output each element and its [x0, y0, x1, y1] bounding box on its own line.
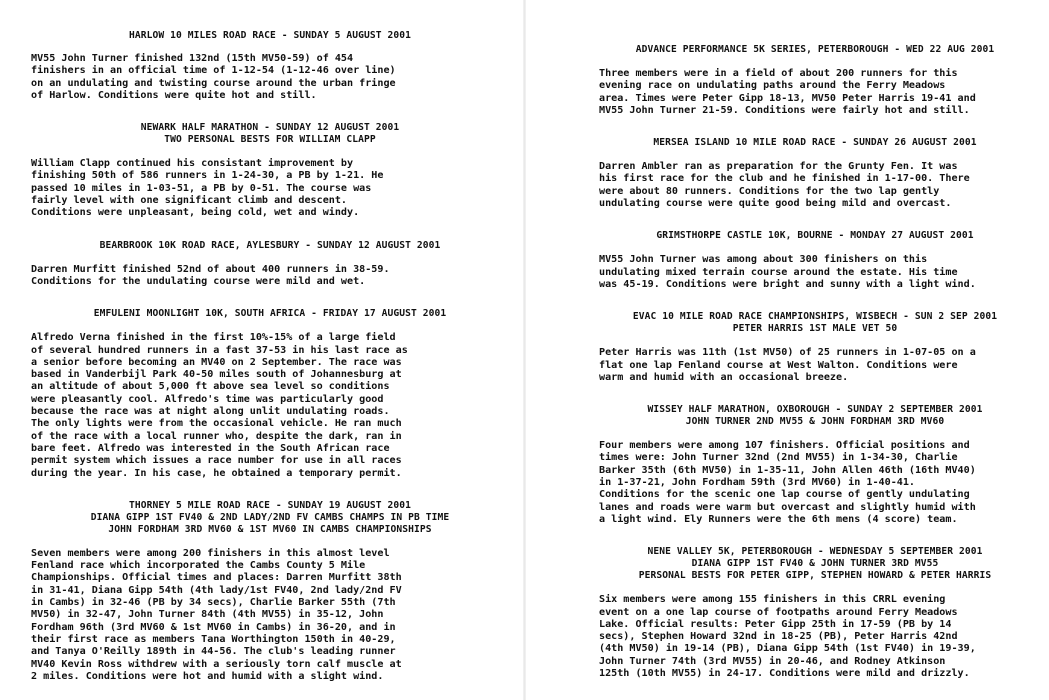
article-emfuleni	[31, 308, 509, 480]
article-heading: MERSEA ISLAND 10 MILE ROAD RACE - SUNDAY 26 AUGUST 2001	[653, 137, 977, 149]
article-newark	[31, 122, 509, 219]
article-heading: EMFULENI MOONLIGHT 10K, SOUTH AFRICA - FRIDAY 17 AUGUST 2001	[93, 308, 447, 320]
article-heading: WISSEY HALF MARATHON, OXBOROUGH - SUNDAY 2 SEPTEMBER 2001 JOHN TURNER 2ND MV55 & JOHN FORDHAM 3RD MV60	[647, 404, 983, 428]
article-body: Darren Ambler ran as preparation for the Grunty Fen. It was his first race for the club and he finished in 1-17-00. There were about 80 runners. Conditions for the two lap gently undulating course were quite good being mild and overcast.	[599, 161, 970, 210]
article-wissey	[599, 404, 1031, 526]
article-body: Seven members were among 200 finishers in this almost level Fenland race which incorporated the Cambs County 5 Mile Championships. Official times and places: Darren Murfitt 38th in 31-41, Diana Gipp 54th (4th lady/1st FV40, 2nd lady/2nd FV in Cambs) in 32-46 (PB by 34 secs), Charlie Barker 55th (7th MV50) in 32-47, John Turner 84th (4th MV55) in 35-12, John Fordham 96th (3rd MV60 & 1st MV60 in Cambs) in 36-20, and in their first race as members Tana Worthington 150th in 40-29, and Tanya O'Reilly 189th in 44-56. The club's leading runner MV40 Kevin Ross withdrew with a seriously torn calf muscle at 2 miles. Conditions were hot and humid with a slight wind.	[31, 547, 402, 682]
article-evac	[599, 311, 1031, 384]
article-mersea-island	[599, 137, 1031, 210]
article-bearbrook	[31, 240, 509, 289]
article-heading: BEARBROOK 10K ROAD RACE, AYLESBURY - SUNDAY 12 AUGUST 2001	[99, 239, 441, 251]
article-body: Six members were among 155 finishers in this CRRL evening event on a one lap course of footpaths around Ferry Meadows Lake. Official results: Peter Gipp 25th in 17-59 (PB by 14 secs), Stephen Howard 32nd in 18-25 (PB), Peter Harris 42nd (4th MV50) in 19-14 (PB), Diana Gipp 54th (1st FV40) in 19-39, John Turner 74th (3rd MV55) in 20-46, and Rodney Atkinson 125th (10th MV55) in 24-17. Conditions were mild and drizzly.	[599, 594, 976, 680]
article-heading: ADVANCE PERFORMANCE 5K SERIES, PETERBOROUGH - WED 22 AUG 2001	[635, 44, 995, 55]
article-nene-valley	[599, 546, 1031, 680]
article-body: Peter Harris was 11th (1st MV50) of 25 runners in 1-07-05 on a flat one lap Fenland course at West Walton. Conditions were warm and humid with an occasional breeze.	[599, 347, 976, 383]
article-body: MV55 John Turner was among about 300 finishers on this undulating mixed terrain course around the estate. His time was 45-19. Conditions were bright and sunny with a light wind.	[599, 254, 976, 290]
article-body: Three members were in a field of about 200 runners for this evening race on undulating paths around the Ferry Meadows area. Times were Peter Gipp 18-13, MV50 Peter Harris 19-41 and MV55 John Turner 21-59. Conditions were fairly hot and still.	[599, 68, 976, 116]
right-page	[525, 0, 1049, 700]
article-body: William Clapp continued his consistant improvement by finishing 50th of 586 runners in 1-24-30, a PB by 1-21. He passed 10 miles in 1-03-51, a PB by 0-51. The course was fairly level with one significant climb and descent. Conditions were unpleasant, being cold, wet and windy.	[31, 158, 384, 219]
article-body: Darren Murfitt finished 52nd of about 400 runners in 38-59. Conditions for the undulating course were mild and wet.	[31, 263, 390, 287]
article-heading: NEWARK HALF MARATHON - SUNDAY 12 AUGUST 2001 TWO PERSONAL BESTS FOR WILLIAM CLAPP	[140, 122, 400, 146]
article-heading: THORNEY 5 MILE ROAD RACE - SUNDAY 19 AUGUST 2001 DIANA GIPP 1ST FV40 & 2ND LADY/2ND FV CAMBS CHAMPS IN PB TIME JOHN FORDHAM 3RD MV60 & 1ST MV60 IN CAMBS CHAMPIONSHIPS	[90, 499, 450, 535]
article-advance-performance	[599, 44, 1031, 117]
article-body: Alfredo Verna finished in the first 10%-15% of a large field of several hundred runners in a fast 37-53 in his last race as a senior before becoming an MV40 on 2 September. The race was based in Vanderbijl Park 40-50 miles south of Johannesburg at an altitude of about 5,000 ft above sea level so conditions were pleasantly cool. Alfredo's time was particularly good because the race was at night along unlit undulating roads. The only lights were from the occasional vehicle. He ran much of the race with a local runner who, despite the dark, ran in bare feet. Alfredo was interested in the South African race permit system which issues a race number for use in all races during the year. In his case, he obtained a temporary permit.	[31, 332, 408, 479]
article-harlow	[31, 30, 509, 102]
article-heading: HARLOW 10 MILES ROAD RACE - SUNDAY 5 AUGUST 2001	[128, 30, 412, 41]
article-thorney	[31, 500, 509, 683]
article-heading: EVAC 10 MILE ROAD RACE CHAMPIONSHIPS, WISBECH - SUN 2 SEP 2001 PETER HARRIS 1ST MALE VET 50	[632, 311, 998, 335]
article-grimsthorpe	[599, 230, 1031, 291]
article-body: MV55 John Turner finished 132nd (15th MV50-59) of 454 finishers in an official time of 1-12-54 (1-12-46 over line) on an undulating and twisting course around the urban fringe of Harlow. Conditions were quite hot and still.	[31, 53, 396, 101]
article-heading: NENE VALLEY 5K, PETERBOROUGH - WEDNESDAY 5 SEPTEMBER 2001 DIANA GIPP 1ST FV40 & JOHN TURNER 3RD MV55 PERSONAL BESTS FOR PETER GIPP, STEPHEN HOWARD & PETER HARRIS	[638, 546, 992, 582]
article-heading: GRIMSTHORPE CASTLE 10K, BOURNE - MONDAY 27 AUGUST 2001	[656, 230, 974, 242]
article-body: Four members were among 107 finishers. Official positions and times were: John Turner 32nd (2nd MV55) in 1-34-30, Charlie Barker 35th (6th MV50) in 1-35-11, John Allen 46th (16th MV40) in 1-37-21, John Fordham 59th (3rd MV60) in 1-40-41. Conditions for the scenic one lap course of gently undulating lanes and roads were warm but overcast and slightly humid with a light wind. Ely Runners were the 6th mens (4 score) team.	[599, 440, 976, 525]
